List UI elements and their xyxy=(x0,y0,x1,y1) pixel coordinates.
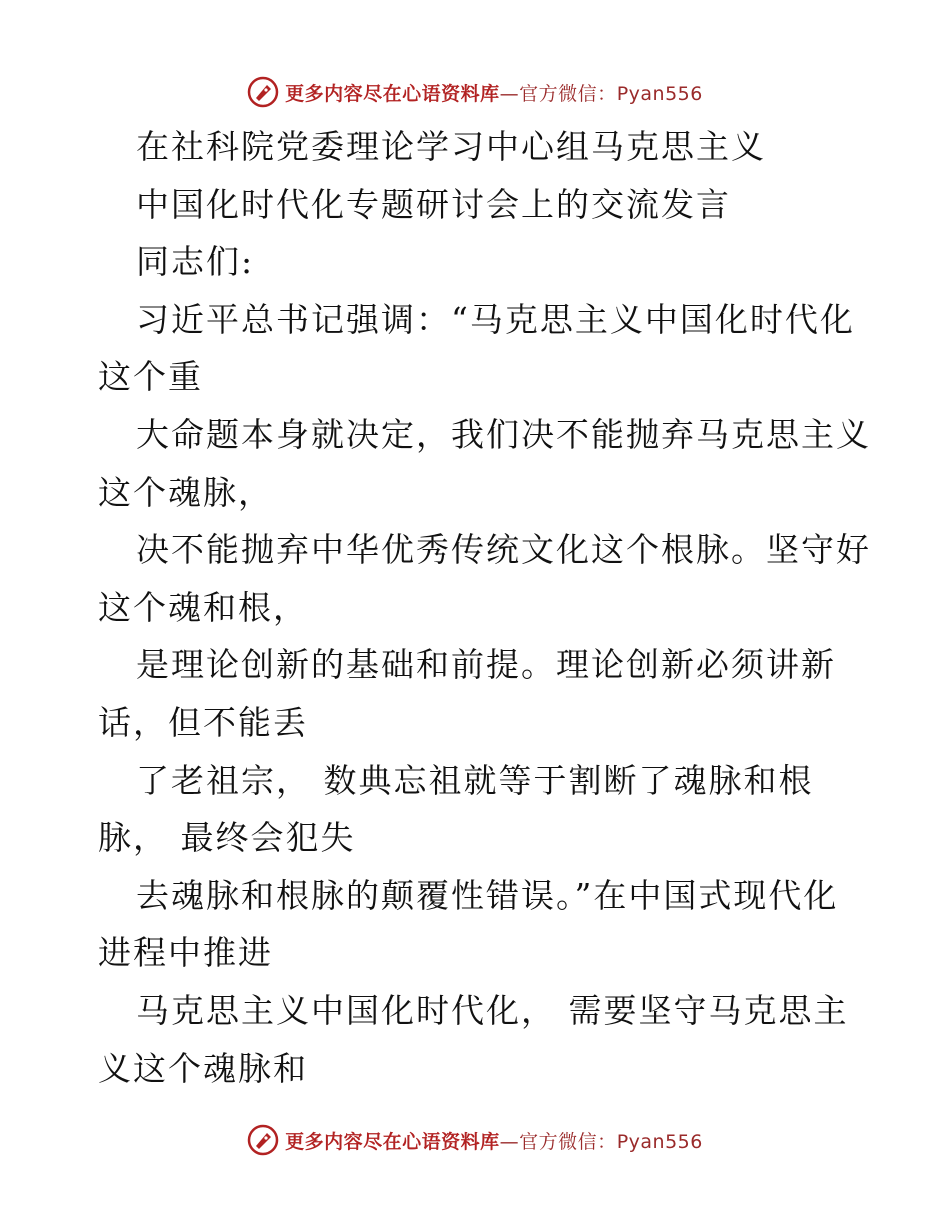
salutation: 同志们: xyxy=(136,242,255,282)
text-line: 决不能抛弃中华优秀传统文化这个根脉。坚守好 xyxy=(136,530,871,570)
text-line: 习近平总书记强调：“马克思主义中国化时代化 xyxy=(136,299,855,339)
footer-watermark xyxy=(0,1120,950,1160)
watermark-brand: 更多内容尽在心语资料库 xyxy=(285,1130,500,1153)
document-body xyxy=(98,118,871,1097)
watermark-brand: 更多内容尽在心语资料库 xyxy=(285,82,500,105)
watermark-text xyxy=(285,79,703,106)
watermark-wechat-id: Pyan556 xyxy=(616,1130,703,1153)
watermark-dash: — xyxy=(499,1130,520,1153)
text-line: 马克思主义中国化时代化， 需要坚守马克思主 xyxy=(136,990,849,1030)
watermark-wechat-label: 官方微信： xyxy=(519,1130,617,1153)
text-line: 这个魂脉， xyxy=(98,472,273,512)
pen-nib-circle-icon xyxy=(247,1124,279,1156)
title-line-1: 在社科院党委理论学习中心组马克思主义 xyxy=(136,127,766,166)
text-line: 进程中推进 xyxy=(98,933,273,973)
watermark-text xyxy=(285,1127,703,1154)
text-line: 是理论创新的基础和前提。理论创新必须讲新 xyxy=(136,645,836,685)
text-line: 话，但不能丢 xyxy=(98,702,308,742)
text-line: 这个重 xyxy=(98,357,203,397)
text-line: 大命题本身就决定，我们决不能抛弃马克思主义 xyxy=(136,414,871,454)
watermark-wechat-id: Pyan556 xyxy=(616,82,703,105)
header-watermark xyxy=(0,72,950,112)
watermark-wechat-label: 官方微信： xyxy=(519,82,617,105)
text-line: 了老祖宗， 数典忘祖就等于割断了魂脉和根 xyxy=(136,760,814,800)
text-line: 脉， 最终会犯失 xyxy=(98,818,356,858)
text-line: 去魂脉和根脉的颠覆性错误。”在中国式现代化 xyxy=(136,875,839,915)
text-line: 义这个魂脉和 xyxy=(98,1048,308,1088)
text-line: 这个魂和根， xyxy=(98,587,308,627)
watermark-dash: — xyxy=(499,82,520,105)
pen-nib-circle-icon xyxy=(247,76,279,108)
title-line-2: 中国化时代化专题研讨会上的交流发言 xyxy=(136,184,731,224)
